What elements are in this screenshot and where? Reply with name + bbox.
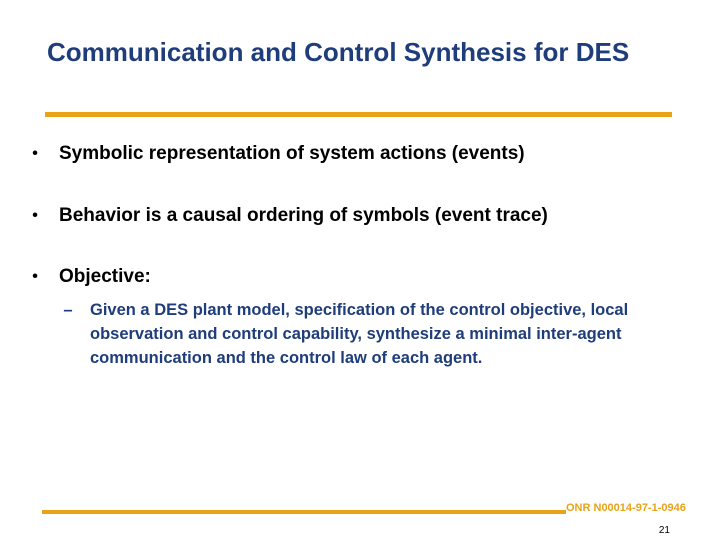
sub-bullet-marker: – xyxy=(63,301,73,319)
bullet-text: Behavior is a causal ordering of symbols (event trace) xyxy=(59,205,548,226)
page-number: 21 xyxy=(658,525,670,536)
slide-title: Communication and Control Synthesis for DES xyxy=(47,37,630,67)
bullet-marker: • xyxy=(32,145,38,162)
bullet-marker: • xyxy=(32,268,38,285)
bullet-text: Objective: xyxy=(59,266,151,287)
sub-bullet-text: Given a DES plant model, specification of the control objective, local observation and control capability, synthesize a minimal inter-agent communication and the control law of each agent. xyxy=(90,301,629,367)
footer-rule xyxy=(42,510,566,514)
bullet-text: Symbolic representation of system actions (events) xyxy=(59,143,525,164)
grant-number: ONR N00014-97-1-0946 xyxy=(566,502,686,514)
bullet-marker: • xyxy=(32,207,38,224)
